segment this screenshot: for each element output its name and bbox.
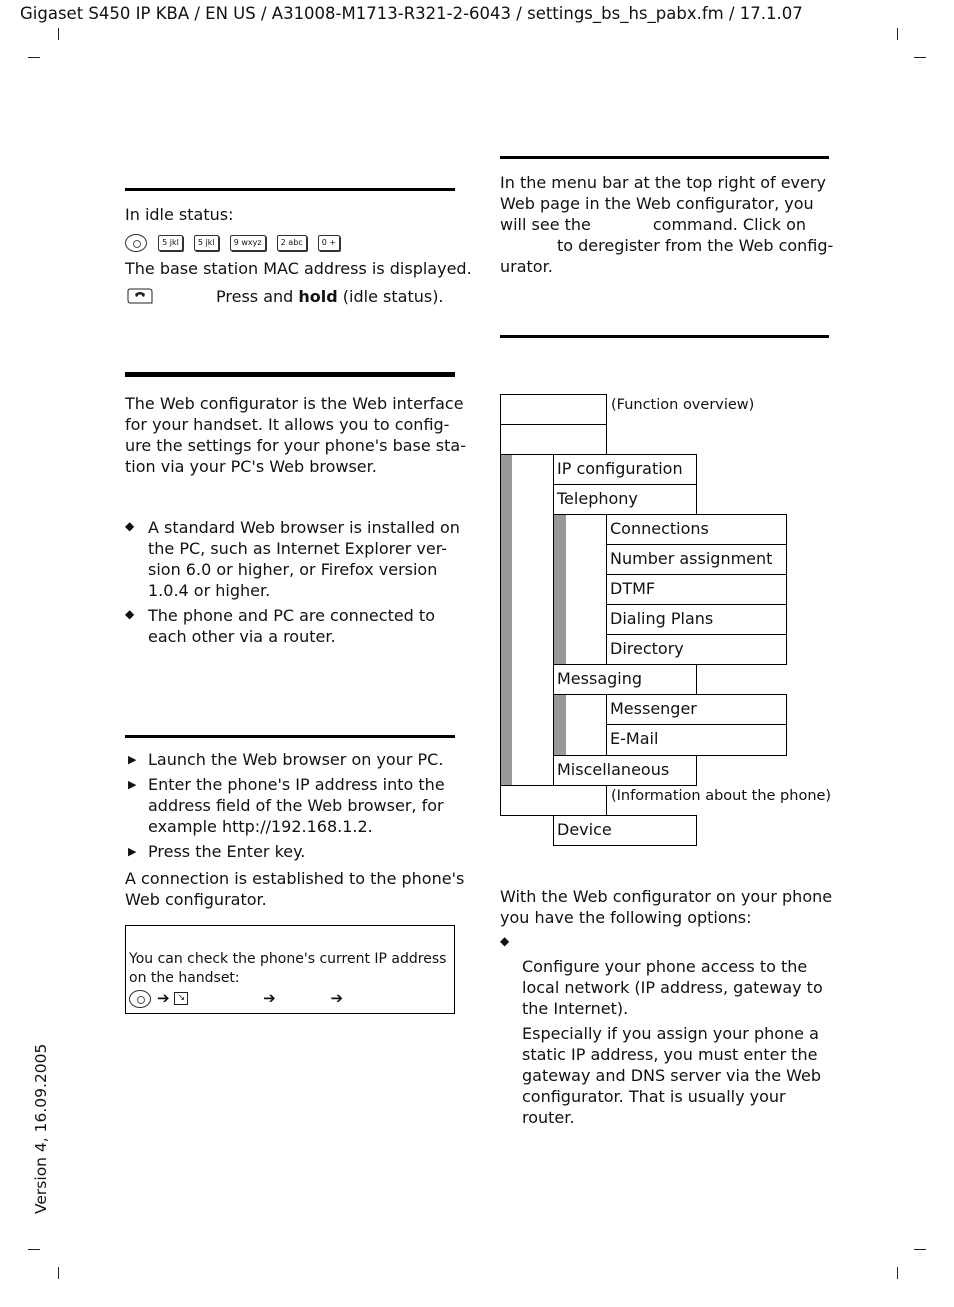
key-2-icon: 2 abc (277, 235, 307, 251)
menu-settings-box (500, 424, 607, 455)
version-stamp: Version 4, 16.09.2005 (32, 1043, 50, 1214)
menu-dialing-plans: Dialing Plans (606, 604, 787, 635)
arrow-icon: ➔ (263, 989, 276, 1007)
menu-number-assignment: Number assignment (606, 544, 787, 575)
key-5-icon: 5 jkl (158, 235, 183, 251)
diamond-bullet-icon: ◆ (125, 519, 135, 533)
telephony-tree-column (566, 514, 607, 665)
crop-mark (28, 1249, 40, 1250)
nav-key-icon (129, 990, 151, 1008)
step-arrow-icon: ▶ (128, 845, 137, 858)
telephony-tree-bar (553, 514, 567, 665)
options-intro: With the Web configurator on your phone you have the following options: (500, 887, 833, 927)
idle-label: In idle status: (125, 205, 234, 224)
step-1: Launch the Web browser on your PC. (148, 750, 444, 769)
key-0-icon: 0 + (318, 235, 340, 251)
arrow-icon: ➔ (157, 989, 170, 1007)
note-text: You can check the phone's current IP address on the handset: (129, 951, 447, 986)
end-call-key-icon (127, 287, 153, 305)
nav-key-icon (125, 234, 147, 252)
press-hold-text: Press and hold (idle status). (216, 287, 444, 306)
menu-messaging: Messaging (553, 664, 697, 695)
menu-dtmf: DTMF (606, 574, 787, 605)
crop-mark (28, 57, 40, 58)
crop-mark (58, 1267, 59, 1279)
diamond-bullet-icon: ◆ (500, 934, 510, 948)
settings-tree-column (512, 454, 554, 786)
crop-mark (58, 28, 59, 40)
info-about-phone-label: (Information about the phone) (611, 788, 832, 804)
crop-mark (897, 28, 898, 40)
crop-mark (897, 1267, 898, 1279)
menu-messenger: Messenger (606, 694, 787, 725)
section-rule (500, 335, 829, 338)
document-header: Gigaset S450 IP KBA / EN US / A31008-M1713-R321-2-6043 / settings_bs_hs_pabx.fm / 17.1.07 (20, 4, 803, 23)
function-overview-label: (Function overview) (611, 397, 755, 413)
step-arrow-icon: ▶ (128, 778, 137, 791)
mac-text: The base station MAC address is displayed. (125, 259, 472, 278)
crop-mark (914, 1249, 926, 1250)
section-rule (125, 372, 455, 377)
connection-text: A connection is established to the phone's Web configurator. (125, 869, 465, 909)
menu-email: E-Mail (606, 724, 787, 756)
crop-mark (914, 57, 926, 58)
option-ip-config-detail: Especially if you assign your phone a static IP address, you must enter the gateway and DNS server via the Web configurator. That is usually your router. (522, 1024, 822, 1127)
step-3: Press the Enter key. (148, 842, 306, 861)
key-9-icon: 9 wxyz (230, 235, 266, 251)
key-sequence (125, 232, 346, 252)
menu-device: Device (553, 815, 697, 846)
menu-directory: Directory (606, 634, 787, 665)
menu-connections: Connections (606, 514, 787, 545)
step-2: Enter the phone's IP address into the address field of the Web browser, for example http://192.168.1.2. (148, 775, 445, 836)
menu-telephony: Telephony (553, 484, 697, 515)
web-intro-paragraph: The Web configurator is the Web interface for your handset. It allows you to config- ure the settings for your phone's base sta- tion via your PC's Web browser. (125, 394, 466, 476)
key-5-icon: 5 jkl (194, 235, 219, 251)
step-arrow-icon: ▶ (128, 753, 137, 766)
note-box (125, 925, 455, 1014)
arrow-icon: ➔ (330, 989, 344, 1007)
menu-ip-configuration: IP configuration (553, 454, 697, 485)
section-rule (125, 735, 455, 738)
section-rule (500, 156, 829, 159)
menu-miscellaneous: Miscellaneous (553, 755, 697, 786)
messaging-tree-column (566, 694, 607, 756)
logout-paragraph: In the menu bar at the top right of every Web page in the Web configurator, you will see the command. Click on to deregister from the Web config- urator. (500, 173, 834, 276)
menu-icon: ↘ (174, 992, 188, 1005)
messaging-tree-bar (553, 694, 567, 756)
requirement-2: The phone and PC are connected to each other via a router. (148, 606, 435, 646)
diamond-bullet-icon: ◆ (125, 607, 135, 621)
menu-status-box (500, 785, 607, 816)
requirement-1: A standard Web browser is installed on the PC, such as Internet Explorer ver- sion 6.0 or higher, or Firefox version 1.0.4 or higher. (148, 518, 460, 600)
note-key-path (129, 989, 343, 1008)
menu-home-box (500, 394, 607, 425)
section-rule (125, 188, 455, 191)
option-ip-config-text: Configure your phone access to the local network (IP address, gateway to the Internet). (522, 957, 823, 1018)
